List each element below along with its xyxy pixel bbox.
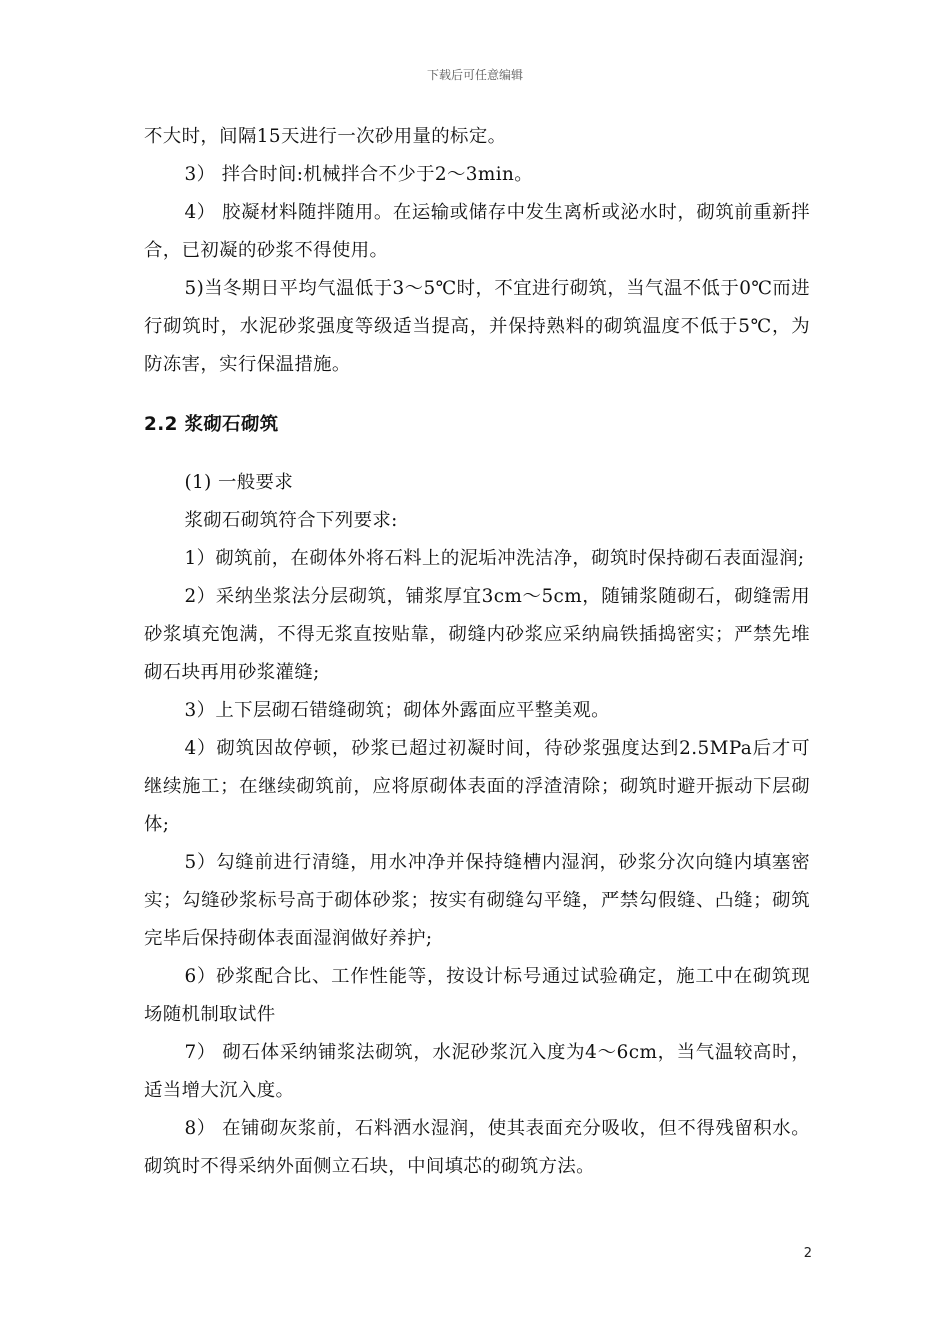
paragraph: 4） 胶凝材料随拌随用。在运输或储存中发生离析或泌水时，砌筑前重新拌合，已初凝的砂浆不得使用。	[144, 202, 810, 261]
paragraph: (1) 一般要求	[184, 472, 294, 493]
page-header: 下载后可任意编辑	[426, 68, 523, 82]
paragraph: 5)当冬期日平均气温低于3～5℃时，不宜进行砌筑，当气温不低于0℃而进行砌筑时，水泥砂浆强度等级适当提高，并保持熟料的砌筑温度不低于5℃，为防冻害，实行保温措施。	[144, 278, 810, 375]
paragraph: 8） 在铺砌灰浆前，石料洒水湿润，使其表面充分吸收，但不得残留积水。砌筑时不得采纳外面侧立石块，中间填芯的砌筑方法。	[144, 1118, 810, 1177]
paragraph: 3）上下层砌石错缝砌筑；砌体外露面应平整美观。	[184, 700, 610, 721]
paragraph: 不大时，间隔15天进行一次砂用量的标定。	[144, 126, 507, 147]
paragraph: 3） 拌合时间:机械拌合不少于2～3min。	[184, 164, 534, 185]
document-body	[144, 118, 810, 1186]
paragraph: 1）砌筑前，在砌体外将石料上的泥垢冲洗洁净，砌筑时保持砌石表面湿润;	[184, 548, 805, 569]
section-heading: 2.2 浆砌石砌筑	[144, 414, 279, 435]
paragraph: 浆砌石砌筑符合下列要求:	[184, 510, 398, 531]
paragraph: 2）采纳坐浆法分层砌筑，铺浆厚宜3cm～5cm，随铺浆随砌石，砌缝需用砂浆填充饱满，不得无浆直按贴靠，砌缝内砂浆应采纳扁铁插捣密实；严禁先堆砌石块再用砂浆灌缝;	[144, 586, 810, 683]
page-number: 2	[803, 1246, 812, 1261]
paragraph: 7） 砌石体采纳铺浆法砌筑，水泥砂浆沉入度为4～6cm，当气温较高时，适当增大沉入度。	[144, 1042, 810, 1101]
paragraph: 4）砌筑因故停顿，砂浆已超过初凝时间，待砂浆强度达到2.5MPa后才可继续施工；在继续砌筑前，应将原砌体表面的浮渣清除；砌筑时避开振动下层砌体;	[144, 738, 810, 835]
paragraph: 5）勾缝前进行清缝，用水冲净并保持缝槽内湿润，砂浆分次向缝内填塞密实；勾缝砂浆标号高于砌体砂浆；按实有砌缝勾平缝，严禁勾假缝、凸缝；砌筑完毕后保持砌体表面湿润做好养护;	[144, 852, 810, 949]
paragraph: 6）砂浆配合比、工作性能等，按设计标号通过试验确定，施工中在砌筑现场随机制取试件	[144, 966, 810, 1025]
